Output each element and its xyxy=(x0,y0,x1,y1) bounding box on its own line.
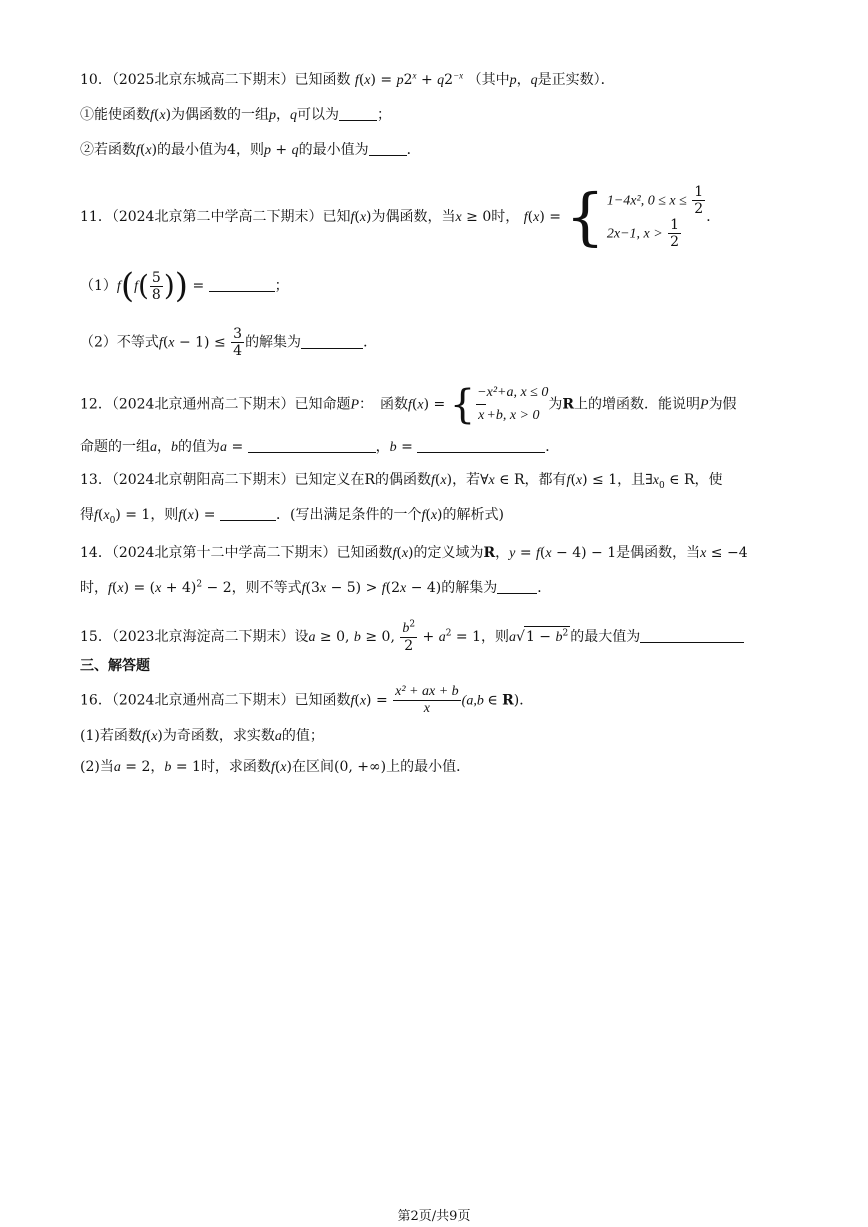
q11-part2: （2）不等式f(x − 1) ≤ $\frac{3}{4}$ 的解集为 ． xyxy=(80,326,378,359)
q12-stem: 12．（2024北京通州高二下期末）已知命题P： 函数f(x) = { −x²+a, x ≤ 0 x +b, x > 0 为R上的增函数．能说明P为假 xyxy=(80,381,737,428)
q13-line2: 得$f(x_0) = 1$，则f(x) = ．(写出满足条件的一个f(x)的解析式) xyxy=(80,507,504,526)
q12-line2: 命题的一组a，b的值为a = ，b = ． xyxy=(80,439,560,455)
answer-blank[interactable] xyxy=(339,106,377,121)
piecewise-cases: −x²+a, x ≤ 0 x +b, x > 0 xyxy=(477,382,548,427)
q16-part2: (2)当a = 2，b = 1时，求函数f(x)在区间(0, +∞)上的最小值． xyxy=(80,759,471,775)
q13-stem: 13．（2024北京朝阳高二下期末）已知定义在R的偶函数f(x)，若∀x ∈ R，都有f(x) ≤ 1，且$\exists x_0$ ∈ R，使 xyxy=(80,472,723,491)
answer-blank[interactable] xyxy=(301,334,363,349)
q16-stem: 16．（2024北京通州高二下期末）已知函数f(x) = $\frac{\text{x² + ax + b}}{x}$ (a,b ∈ R)． xyxy=(80,684,534,716)
answer-blank[interactable] xyxy=(209,277,275,292)
q11-part1: （1）f(f( $\frac{5}{8}$ )) = ； xyxy=(80,266,289,306)
q14-line2: 时，$f(x) = (x + 4)^2 - 2$，则不等式f(3x − 5) > f(2x − 4)的解集为 ． xyxy=(80,579,552,596)
q11-stem: 11．（2024北京第二中学高二下期末）已知f(x)为偶函数，当x ≥ 0时， f(x) = { 1−4x², 0 ≤ x ≤ $\frac{1}{2}$ 2x−1, x > $\frac{1}{2}$ ． xyxy=(80,180,721,253)
answer-blank-b[interactable] xyxy=(417,438,545,453)
piecewise-cases: 1−4x², 0 ≤ x ≤ $\frac{1}{2}$ 2x−1, x > $\frac{1}{2}$ xyxy=(606,184,704,250)
answer-blank-a[interactable] xyxy=(248,438,376,453)
q16-part1: (1)若函数f(x)为奇函数，求实数a的值； xyxy=(80,728,324,744)
answer-blank[interactable] xyxy=(640,628,744,643)
page-footer: 第2页/共9页 xyxy=(397,1209,471,1224)
answer-blank[interactable] xyxy=(369,141,407,156)
q15-stem: 15．（2023北京海淀高二下期末）设a ≥ 0, b ≥ 0, $\frac{b^2}{2}$ + $a^2 = 1$，则$a√1 - b^2$ 的最大值为 xyxy=(80,620,744,654)
q10-part2: ②若函数f(x)的最小值为4，则p + q的最小值为 ． xyxy=(80,142,421,158)
answer-blank[interactable] xyxy=(220,506,276,521)
section-heading: 三、解答题 xyxy=(80,658,150,674)
answer-blank[interactable] xyxy=(497,579,537,594)
q14-stem: 14．（2024北京第十二中学高二下期末）已知函数f(x)的定义域为R，y = f(x − 4) − 1是偶函数，当x ≤ −4 xyxy=(80,545,748,561)
q10-stem: 10．（2025北京东城高二下期末）已知函数 $f(x) = p2^x + q2^{-x}$ （其中p，q是正实数）． xyxy=(80,70,615,88)
q10-part1: ①能使函数f(x)为偶函数的一组p，q可以为 ； xyxy=(80,107,392,123)
